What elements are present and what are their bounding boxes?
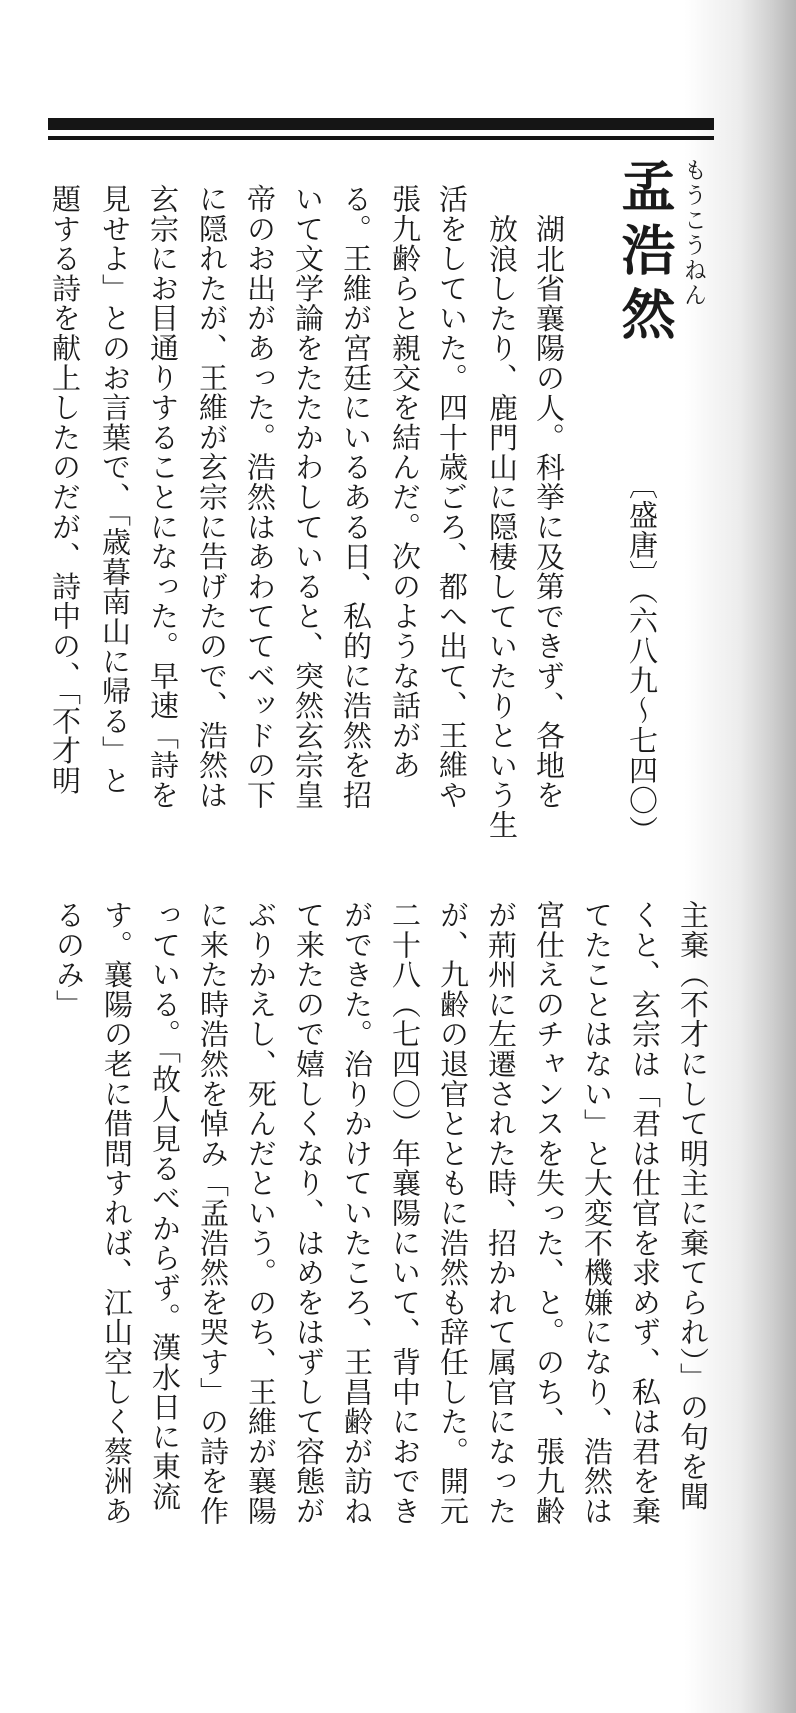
upper-column-5: る。王維が宮廷にいるある日、私的に浩然を招: [339, 184, 373, 810]
lower-column-4: 宮仕えのチャンスを失った、と。のち、張九齢: [532, 900, 566, 1526]
upper-column-9: 玄宗にお目通りすることになった。早速「詩を: [146, 184, 180, 810]
upper-column-1: 湖北省襄陽の人。科挙に及第できず、各地を: [532, 214, 566, 810]
upper-column-4: 張九齢らと親交を結んだ。次のような話があ: [388, 184, 422, 780]
upper-column-8: に隠れたが、王維が玄宗に告げたので、浩然は: [195, 184, 229, 810]
header-rule-thick: [48, 118, 714, 130]
lower-column-2: くと、玄宗は「君は仕官を求めず、私は君を棄: [628, 900, 662, 1526]
era-dates: [626, 470, 658, 846]
upper-column-11: 題する詩を献上したのだが、詩中の、「不才明: [48, 184, 82, 796]
upper-column-6: いて文学論をたたかわしていると、突然玄宗皇: [291, 184, 325, 810]
lower-column-3: てたことはない」と大変不機嫌になり、浩然は: [580, 900, 614, 1526]
upper-column-2: 放浪したり、鹿門山に隠棲していたりという生: [485, 214, 519, 840]
lower-column-7: 二十八（七四〇）年襄陽にいて、背中におでき: [388, 900, 422, 1526]
lower-column-9: て来たので嬉しくなり、はめをはずして容態が: [292, 900, 326, 1526]
lower-column-14: るのみ」: [52, 900, 86, 1020]
header-rule-thin: [48, 136, 714, 140]
lower-column-11: に来た時浩然を悼み「孟浩然を哭す」の詩を作: [196, 900, 230, 1526]
lower-column-6: が、九齢の退官とともに浩然も辞任した。開元: [436, 900, 470, 1526]
upper-column-10: 見せよ」とのお言葉で、「歳暮南山に帰る」と: [98, 184, 132, 796]
poet-name: 孟浩然: [613, 158, 676, 350]
era-dates-text: 〔盛唐〕（六八九〜七四〇）: [625, 470, 659, 846]
lower-column-8: ができた。治りかけていたころ、王昌齢が訪ね: [340, 900, 374, 1526]
lower-column-10: ぶりかえし、死んだという。のち、王維が襄陽: [244, 900, 278, 1526]
upper-column-7: 帝のお出があった。浩然はあわててベッドの下: [243, 184, 277, 810]
lower-column-5: が荊州に左遷された時、招かれて属官になった: [484, 900, 518, 1526]
lower-column-12: っている。「故人見るべからず。漢水日に東流: [148, 900, 182, 1512]
lower-column-13: す。襄陽の老に借問すれば、江山空しく蔡洲あ: [100, 900, 134, 1526]
lower-column-1: 主棄（不才にして明主に棄てられ）」の句を聞: [676, 900, 710, 1512]
upper-column-3: 活をしていた。四十歳ごろ、都へ出て、王維や: [435, 184, 469, 810]
poet-name-reading: もうこうねん: [680, 158, 706, 308]
